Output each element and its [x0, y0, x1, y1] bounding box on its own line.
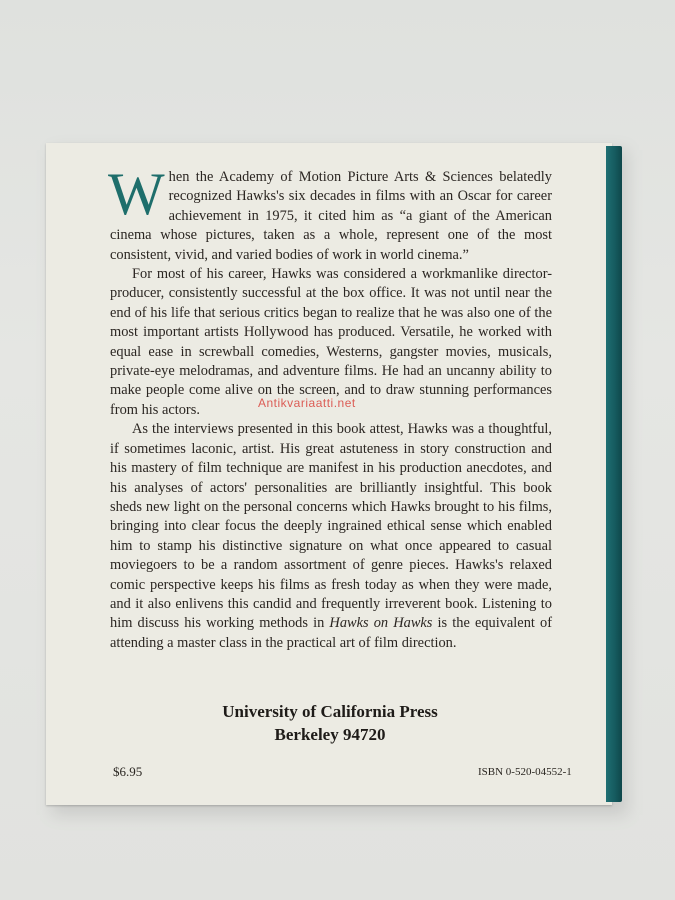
paragraph-2: For most of his career, Hawks was considered a workmanlike director-producer, consistently successful at the box office. It was not until near the end of his life that serious critics began to realize that he was also one of the most important artists Hollywood has produced. Versatile, he worked with equal ease in screwball comedies, Westerns, gangster movies, musicals, private-eye melodramas, and adventure films. He had an uncanny ability to make people come alive on the screen, and to draw stunning performances from his actors. — [110, 266, 552, 418]
drop-cap: W — [108, 161, 165, 227]
publisher-block — [180, 700, 480, 746]
book-spine — [606, 146, 622, 802]
isbn-label: ISBN 0-520-04552-1 — [478, 766, 572, 778]
blurb-text — [108, 161, 552, 653]
publisher-address: Berkeley 94720 — [274, 725, 386, 744]
watermark: Antikvariaatti.net — [258, 396, 356, 410]
price-label: $6.95 — [113, 764, 143, 779]
book-title-italic: Hawks on Hawks — [329, 615, 433, 632]
paragraph-3-text-a: As the interviews presented in this book attest, Hawks was a thoughtful, if sometimes laconic, artist. His great astuteness in story construction and his mastery of film technique are manifest in his production anecdotes, and his analyses of actors' personalities are brilliantly insightful. This book sheds new light on the personal concerns which Hawks brought to his films, bringing into clear focus the deeply ingrained ethical sense which enabled him to stamp his distinctive signature on what once appeared to casual moviegoers to be a random assortment of genre pieces. Hawks's relaxed comic perspective keeps his films as fresh today as when they were made, and it also enlivens this candid and frequently irreverent book. Listening to him discuss his working methods in — [110, 421, 552, 632]
paragraph-3 — [110, 420, 552, 653]
paragraph-1-text: hen the Academy of Motion Picture Arts & Sciences belatedly recognized Hawks's six decades in films with an Oscar for career achievement in 1975, it cited him as “a giant of the American cinema whose pictures, taken as a whole, represent one of the most consistent, vivid, and varied bodies of work in world cinema.” — [110, 169, 552, 263]
paragraph-3-text-b: is the equivalent of attending a master class in the practical art of film direction. — [110, 615, 552, 651]
paragraph-1 — [108, 161, 552, 265]
publisher-name: University of California Press — [222, 702, 438, 721]
